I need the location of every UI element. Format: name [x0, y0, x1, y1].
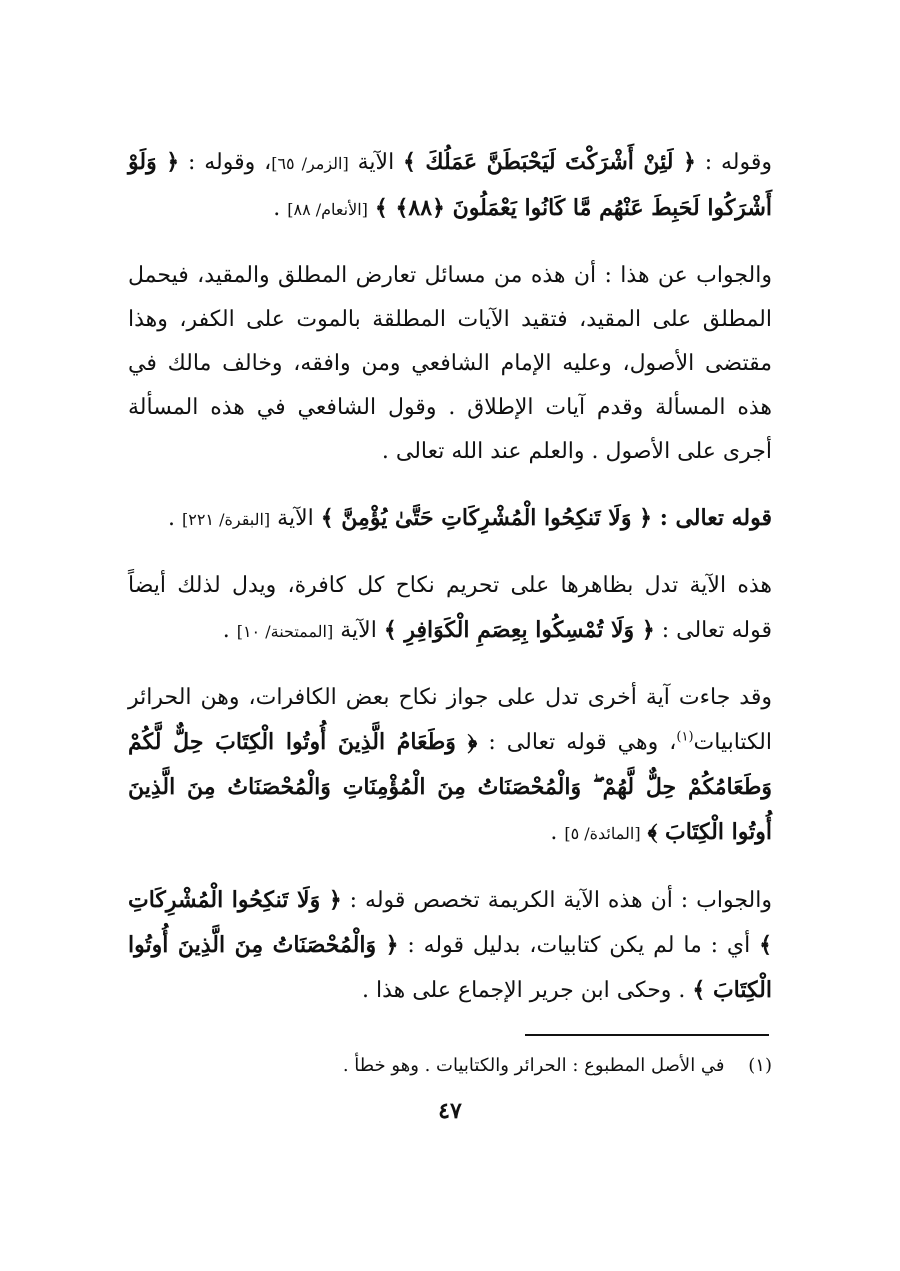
text-run: .	[273, 196, 288, 221]
citation-ref: [الزمر/ ٦٥]	[271, 154, 349, 173]
footnote-number: (١)	[748, 1055, 772, 1076]
text-run	[641, 820, 648, 845]
page-number: ٤٧	[438, 1098, 462, 1124]
section-lead: قوله تعالى :	[652, 505, 772, 531]
quran-verse: ﴿ وَلَوْ أَشْرَكُوا لَحَبِطَ عَنْهُم مَّا كَانُوا يَعْمَلُونَ ﴿٨٨﴾ ﴾	[128, 149, 772, 221]
text-run: ، وهي قوله تعالى :	[477, 730, 677, 755]
text-run: .	[222, 618, 237, 643]
paragraph	[128, 878, 772, 1013]
text-run: . وحكى ابن جرير الإجماع على هذا .	[361, 978, 693, 1003]
footnote-separator	[525, 1034, 769, 1036]
paragraph	[128, 140, 772, 232]
citation-ref: [المائدة/ ٥]	[564, 824, 641, 843]
text-run: الآية	[348, 150, 404, 175]
paragraph	[128, 496, 772, 542]
text-run: والجواب عن هذا : أن هذه من مسائل تعارض المطلق والمقيد، فيحمل المطلق على المقيد، فتقيد الآيات المطلقة بالموت على الكفر، وهذا مقتضى الأصول، وعليه الإمام الشافعي ومن وافقه، وخالف مالك في هذه المسألة وقدم آيات الإطلاق . وقول الشافعي في هذه المسألة أجرى على الأصول . والعلم عند الله تعالى .	[128, 263, 772, 464]
citation-ref: [الممتحنة/ ١٠]	[236, 622, 334, 641]
paragraph	[128, 254, 772, 474]
text-run: ، وقوله :	[179, 150, 272, 175]
quran-verse: ﴿ وَلَا تَنكِحُوا الْمُشْرِكَاتِ ﴾	[128, 887, 773, 958]
text-run: الآية	[333, 618, 384, 643]
text-run: .	[550, 820, 565, 845]
text-run: .	[167, 506, 182, 531]
quran-verse: ﴿ لَئِنْ أَشْرَكْتَ لَيَحْبَطَنَّ عَمَلُكَ ﴾	[403, 149, 696, 175]
quran-verse: ﴿ وَالْمُحْصَنَاتُ مِنَ الَّذِينَ أُوتُوا الْكِتَابَ ﴾	[128, 932, 772, 1003]
footnote	[128, 1050, 772, 1082]
citation-ref: [البقرة/ ٢٢١]	[181, 510, 271, 529]
footnote-text: في الأصل المطبوع : الحرائر والكتابيات . وهو خطأ .	[342, 1055, 725, 1076]
quran-verse: ﴿ وَطَعَامُ الَّذِينَ أُوتُوا الْكِتَابَ حِلٌّ لَّكُمْ وَطَعَامُكُمْ حِلٌّ لَّهُمْ ۖ وَالْمُحْصَنَاتُ مِنَ الْمُؤْمِنَاتِ وَالْمُحْصَنَاتُ مِنَ الَّذِينَ أُوتُوا الْكِتَابَ ﴾	[128, 729, 772, 845]
text-run: هذه الآية تدل بظاهرها على تحريم نكاح كل كافرة، ويدل لذلك أيضاً قوله تعالى :	[128, 573, 772, 643]
citation-ref: [الأنعام/ ٨٨]	[287, 200, 368, 219]
paragraph	[128, 564, 772, 654]
quran-verse: ﴿ وَلَا تَنكِحُوا الْمُشْرِكَاتِ حَتَّىٰ يُؤْمِنَّ ﴾	[320, 505, 653, 531]
text-run: وقد جاءت آية أخرى تدل على جواز نكاح بعض الكافرات، وهن الحرائر الكتابيات	[128, 685, 772, 755]
text-run: وقوله :	[695, 150, 773, 175]
text-run	[368, 196, 375, 221]
body-text	[128, 140, 772, 1013]
footnote-marker: (١)	[676, 729, 694, 745]
text-run: أي : ما لم يكن كتابيات، بدليل قوله :	[398, 933, 760, 958]
quran-verse: ﴿ وَلَا تُمْسِكُوا بِعِصَمِ الْكَوَافِرِ ﴾	[383, 617, 655, 643]
text-run: الآية	[270, 506, 321, 531]
text-run: والجواب : أن هذه الآية الكريمة تخصص قوله :	[341, 888, 772, 913]
paragraph	[128, 676, 772, 856]
